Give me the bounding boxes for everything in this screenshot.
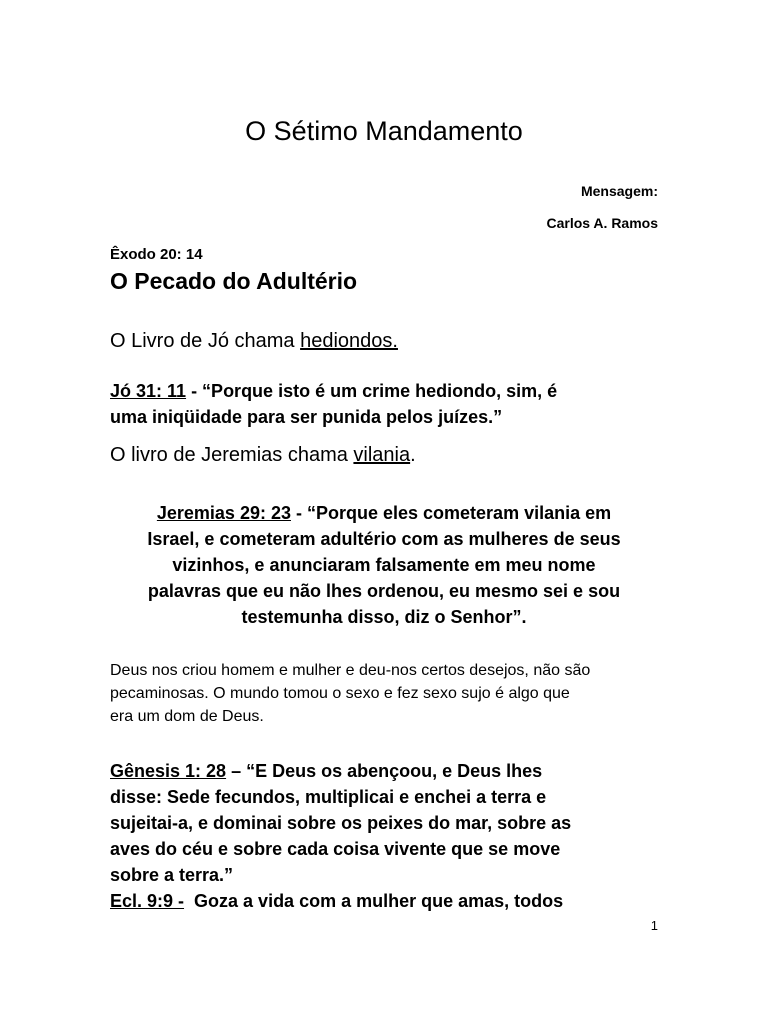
commentary-line: era um dom de Deus. bbox=[110, 708, 264, 725]
job-intro-keyword: hediondos. bbox=[300, 330, 398, 352]
scripture-reference: Êxodo 20: 14 bbox=[110, 246, 203, 263]
section-heading: O Pecado do Adultério bbox=[110, 268, 358, 294]
byline-author: Carlos A. Ramos bbox=[546, 215, 658, 231]
job-verse-ref: Jó 31: 11 bbox=[110, 381, 187, 401]
document-title: O Sétimo Mandamento bbox=[245, 116, 523, 146]
genesis-verse-line: sujeitai-a, e dominai sobre os peixes do mar, sobre as bbox=[110, 813, 572, 833]
job-intro bbox=[110, 330, 398, 353]
genesis-verse bbox=[110, 758, 670, 914]
genesis-verse-text: – “E Deus os abençoou, e Deus lhes bbox=[226, 761, 543, 781]
commentary-line: pecaminosas. O mundo tomou o sexo e fez sexo sujo é algo que bbox=[110, 685, 570, 702]
commentary-line: Deus nos criou homem e mulher e deu-nos certos desejos, não são bbox=[110, 662, 591, 679]
eccl-verse-text: Goza a vida com a mulher que amas, todos bbox=[184, 891, 564, 911]
page-number: 1 bbox=[650, 918, 658, 933]
jeremiah-intro-suffix: . bbox=[410, 444, 416, 466]
jeremiah-intro-keyword: vilania bbox=[353, 444, 411, 466]
job-verse bbox=[110, 378, 670, 430]
jeremiah-verse-line: testemunha disso, diz o Senhor”. bbox=[241, 607, 527, 627]
job-verse-line: uma iniqüidade para ser punida pelos juízes.” bbox=[110, 407, 503, 427]
byline-label: Mensagem: bbox=[580, 183, 658, 199]
eccl-verse-ref: Ecl. 9:9 - bbox=[110, 891, 185, 911]
commentary-paragraph bbox=[110, 659, 670, 728]
jeremiah-intro-text: O livro de Jeremias chama bbox=[110, 444, 354, 466]
genesis-verse-line: sobre a terra.” bbox=[110, 865, 234, 885]
jeremiah-intro bbox=[110, 444, 416, 467]
genesis-verse-line: aves do céu e sobre cada coisa vivente que se move bbox=[110, 839, 561, 859]
jeremiah-verse-text: - “Porque eles cometeram vilania em bbox=[290, 503, 612, 523]
genesis-verse-ref: Gênesis 1: 28 bbox=[110, 761, 227, 781]
genesis-verse-line: disse: Sede fecundos, multiplicai e enchei a terra e bbox=[110, 787, 547, 807]
jeremiah-verse-line: palavras que eu não lhes ordenou, eu mesmo sei e sou bbox=[147, 581, 621, 601]
job-verse-text: - “Porque isto é um crime hediondo, sim, é bbox=[186, 381, 558, 401]
jeremiah-verse-ref: Jeremias 29: 23 bbox=[156, 503, 291, 523]
jeremiah-verse-line: vizinhos, e anunciaram falsamente em meu nome bbox=[172, 555, 596, 575]
job-intro-text: O Livro de Jó chama bbox=[110, 330, 301, 352]
jeremiah-verse-line: Israel, e cometeram adultério com as mulheres de seus bbox=[147, 529, 621, 549]
jeremiah-verse bbox=[100, 500, 668, 630]
